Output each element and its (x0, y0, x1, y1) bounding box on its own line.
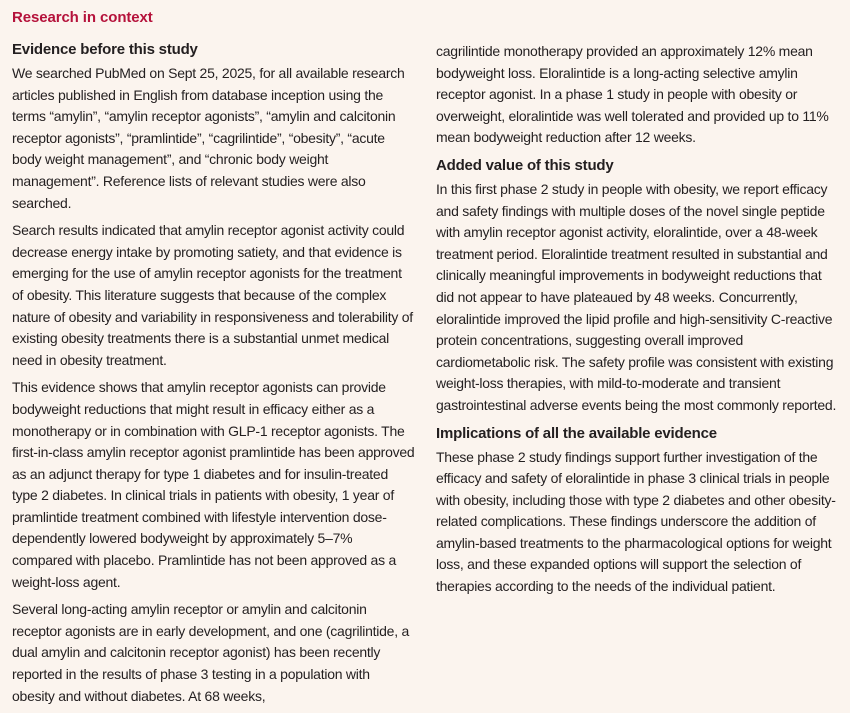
panel-title: Research in context (12, 9, 153, 26)
paragraph: Several long-acting amylin receptor or amylin and calcitonin receptor agonists are in early development, and one (cagrilintide, a dual amylin and calcitonin receptor agonist) has been recently reported in the results of phase 3 testing in a population with obesity and without diabetes. At 68 weeks, (12, 601, 410, 704)
paragraph: These phase 2 study findings support further investigation of the efficacy and safety of eloralintide in phase 3 clinical trials in people with obesity, including those with type 2 diabetes and other obesity-related complications. These findings underscore the addition of amylin-based treatments to the pharmacological options for weight loss, and these expanded options will support the selection of therapies according to the needs of the individual patient. (436, 448, 836, 595)
paragraph: cagrilintide monotherapy provided an approximately 12% mean bodyweight loss. Eloralintide is a long-acting selective amylin receptor agonist. In a phase 1 study in people with obesity or overweight, eloralintide was well tolerated and provided up to 11% mean bodyweight reduction after 12 weeks. (436, 43, 829, 146)
section-heading-implications: Implications of all the available evidence (436, 424, 717, 442)
right-column (436, 41, 838, 604)
paragraph: In this first phase 2 study in people with obesity, we report efficacy and safety findings with multiple doses of the novel single peptide with amylin receptor agonist activity, eloralintide, over a 48-week treatment period. Eloralintide treatment resulted in substantial and clinically meaningful improvements in bodyweight reductions that did not appear to have plateaued by 48 weeks. Concurrently, eloralintide improved the lipid profile and high-sensitivity C-reactive protein concentrations, suggesting overall improved cardiometabolic risk. The safety profile was consistent with existing weight-loss therapies, with mild-to-moderate and transient gastrointestinal adverse events being the most commonly reported. (436, 180, 837, 413)
section-heading-added-value: Added value of this study (436, 156, 614, 174)
paragraph: We searched PubMed on Sept 25, 2025, for all available research articles published in English from database inception using the terms “amylin”, “amylin receptor agonists”, “amylin and calcitonin receptor agonists”, “pramlintide”, “cagrilintide”, “obesity”, “acute body weight management”, and “chronic body weight management”. Reference lists of relevant studies were also searched. (12, 65, 405, 211)
paragraph: This evidence shows that amylin receptor agonists can provide bodyweight reductions that might result in efficacy either as a monotherapy or in combination with GLP-1 receptor agonists. The first-in-class amylin receptor agonist pramlintide has been approved as an adjunct therapy for type 1 diabetes and for insulin-treated type 2 diabetes. In clinical trials in patients with obesity, 1 year of pramlintide treatment combined with lifestyle intervention dose-dependently lowered bodyweight by approximately 5–7% compared with placebo. Pramlintide has not been approved as a weight-loss agent. (12, 379, 415, 590)
left-column (12, 39, 416, 713)
section-heading-evidence: Evidence before this study (12, 41, 198, 58)
paragraph: Search results indicated that amylin receptor agonist activity could decrease energy intake by promoting satiety, and that evidence is emerging for the use of amylin receptor agonists for the treatment of obesity. This literature suggests that because of the complex nature of obesity and variability in responsiveness and tolerability of existing obesity treatments there is a substantial unmet medical need in obesity treatment. (12, 222, 413, 368)
